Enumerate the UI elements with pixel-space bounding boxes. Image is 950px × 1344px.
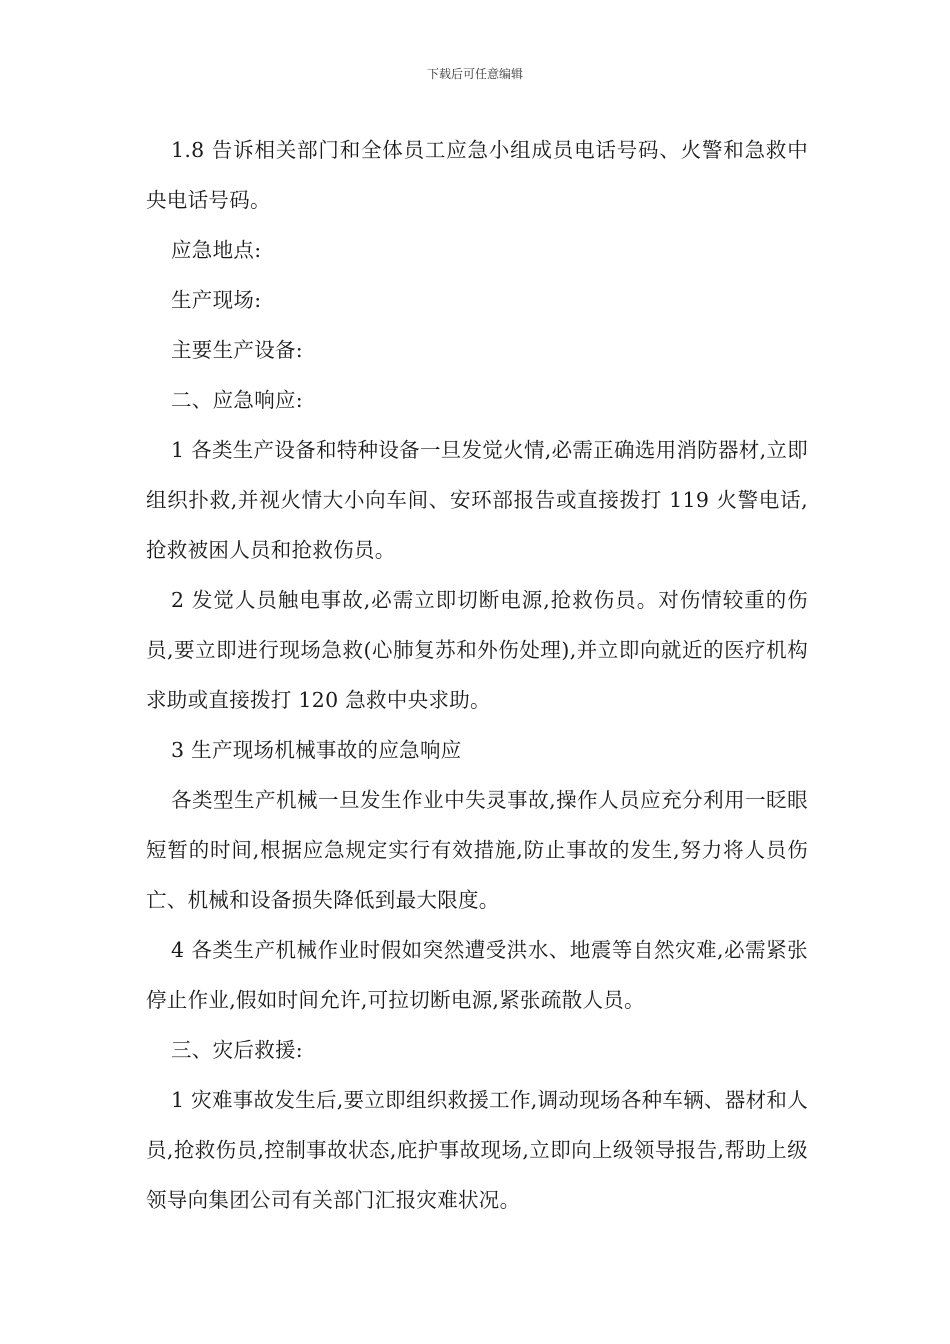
paragraph-machinery-response: 各类型生产机械一旦发生作业中失灵事故,操作人员应充分利用一眨眼短暂的时间,根据应急规定实行有效措施,防止事故的发生,努力将人员伤亡、机械和设备损失降低到最大限度。 xyxy=(146,788,808,912)
paragraph-main-equipment: 主要生产设备: xyxy=(171,338,304,362)
paragraph-fire-response: 1 各类生产设备和特种设备一旦发觉火情,必需正确选用消防器材,立即组织扑救,并视火情大小向车间、安环部报告或直接拨打 119 火警电话,抢救被困人员和抢救伤员。 xyxy=(146,438,808,562)
paragraph-contact-numbers: 1.8 告诉相关部门和全体员工应急小组成员电话号码、火警和急救中央电话号码。 xyxy=(146,138,808,212)
section-heading-emergency-response: 二、应急响应: xyxy=(171,388,304,412)
paragraph-rescue-organization: 1 灾难事故发生后,要立即组织救援工作,调动现场各种车辆、器材和人员,抢救伤员,控制事故状态,庇护事故现场,立即向上级领导报告,帮助上级领导向集团公司有关部门汇报灾难状况。 xyxy=(146,1088,808,1212)
document-body xyxy=(146,125,808,1225)
page-header: 下载后可任意编辑 xyxy=(426,67,523,81)
paragraph-production-site: 生产现场: xyxy=(171,288,262,312)
paragraph-machinery-heading: 3 生产现场机械事故的应急响应 xyxy=(171,738,462,762)
paragraph-electric-shock-response: 2 发觉人员触电事故,必需立即切断电源,抢救伤员。对伤情较重的伤员,要立即进行现场急救(心肺复苏和外伤处理),并立即向就近的医疗机构求助或直接拨打 120 急救中央求助。 xyxy=(146,588,808,712)
paragraph-natural-disaster-response: 4 各类生产机械作业时假如突然遭受洪水、地震等自然灾难,必需紧张停止作业,假如时间允许,可拉切断电源,紧张疏散人员。 xyxy=(146,938,808,1012)
section-heading-post-disaster-rescue: 三、灾后救援: xyxy=(171,1038,304,1062)
paragraph-emergency-location: 应急地点: xyxy=(171,238,262,262)
